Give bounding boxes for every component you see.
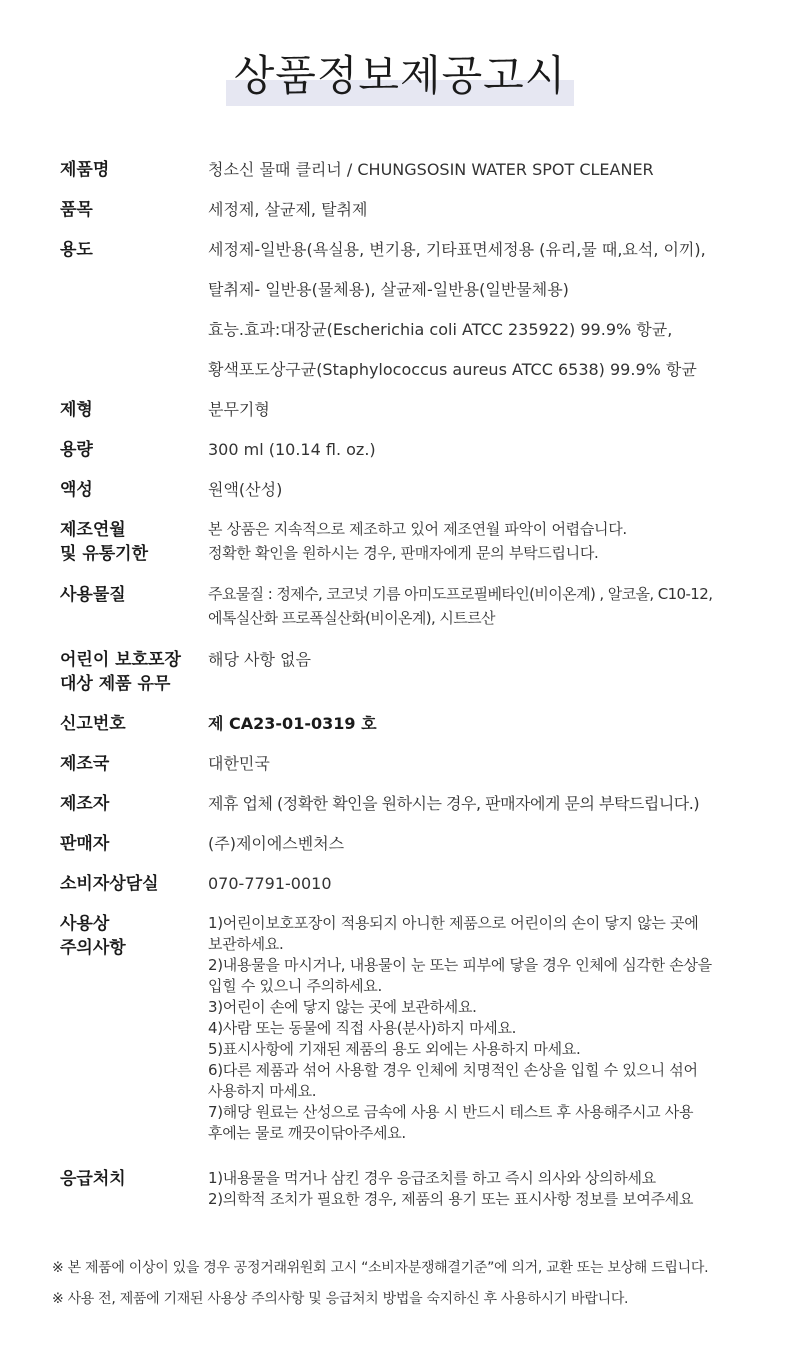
precaution-line-2: 보관하세요.	[208, 935, 284, 953]
first-aid-line-2: 2)의학적 조치가 필요한 경우, 제품의 용기 또는 표시사항 정보를 보여주세요	[208, 1190, 694, 1208]
manufacture-date-label-1: 제조연월	[60, 520, 126, 540]
title-area	[0, 48, 800, 104]
first-aid-line-1: 1)내용물을 먹거나 삼킨 경우 응급조치를 하고 즉시 의사와 상의하세요	[208, 1169, 656, 1187]
manufacture-date-label-2: 및 유통기한	[60, 544, 149, 564]
precaution-line-10: 7)해당 원료는 산성으로 금속에 사용 시 반드시 테스트 후 사용해주시고 사용	[208, 1103, 694, 1121]
usage-label: 용도	[60, 240, 93, 260]
seller-value: (주)제이에스벤처스	[208, 834, 345, 853]
category-value: 세정제, 살균제, 탈취제	[208, 200, 368, 219]
precautions-label-1: 사용상	[60, 914, 110, 934]
precaution-line-1: 1)어린이보호포장이 적용되지 아니한 제품으로 어린이의 손이 닿지 않는 곳에	[208, 914, 699, 932]
precaution-line-4: 입힐 수 있으니 주의하세요.	[208, 977, 382, 995]
manufacture-date-line-2: 정확한 확인을 원하시는 경우, 판매자에게 문의 부탁드립니다.	[208, 544, 599, 562]
product-name-label: 제품명	[60, 160, 110, 180]
child-package-label-2: 대상 제품 유무	[60, 674, 171, 694]
manufacturer-label: 제조자	[60, 794, 110, 814]
precaution-line-9: 사용하지 마세요.	[208, 1082, 317, 1100]
usage-line-1: 세정제-일반용(욕실용, 변기용, 기타표면세정용 (유리,물 때,요석, 이끼),	[208, 240, 706, 259]
materials-line-2: 에톡실산화 프로폭실산화(비이온계), 시트르산	[208, 609, 495, 627]
precaution-line-5: 3)어린이 손에 닿지 않는 곳에 보관하세요.	[208, 998, 477, 1016]
form-label: 제형	[60, 400, 93, 420]
consumer-center-value: 070-7791-0010	[208, 874, 332, 893]
precaution-line-7: 5)표시사항에 기재된 제품의 용도 외에는 사용하지 마세요.	[208, 1040, 581, 1058]
category-label: 품목	[60, 200, 93, 220]
first-aid-label: 응급처치	[60, 1169, 126, 1189]
precautions-label-2: 주의사항	[60, 938, 126, 958]
materials-line-1: 주요물질 : 정제수, 코코넛 기름 아미도프로필베타인(비이온계) , 알코올, C10-12,	[208, 585, 713, 603]
country-value: 대한민국	[208, 754, 270, 773]
note-precaution: ※ 사용 전, 제품에 기재된 사용상 주의사항 및 응급처치 방법을 숙지하신 후 사용하시기 바랍니다.	[52, 1291, 629, 1307]
page-title	[230, 48, 571, 104]
volume-label: 용량	[60, 440, 93, 460]
note-exchange: ※ 본 제품에 이상이 있을 경우 공정거래위원회 고시 “소비자분쟁해결기준”에 의거, 교환 또는 보상해 드립니다.	[52, 1260, 709, 1276]
form-value: 분무기형	[208, 400, 270, 419]
report-no-value: 제 CA23-01-0319 호	[208, 714, 377, 733]
child-package-label-1: 어린이 보호포장	[60, 650, 181, 670]
manufacturer-value: 제휴 업체 (정확한 확인을 원하시는 경우, 판매자에게 문의 부탁드립니다.)	[208, 794, 700, 813]
liquid-label: 액성	[60, 480, 93, 500]
liquid-value: 원액(산성)	[208, 480, 283, 499]
seller-label: 판매자	[60, 834, 110, 854]
usage-line-2: 탈취제- 일반용(물체용), 살균제-일반용(일반물체용)	[208, 280, 569, 299]
product-name-value: 청소신 물때 클리너 / CHUNGSOSIN WATER SPOT CLEANER	[208, 160, 654, 179]
usage-line-4: 황색포도상구균(Staphylococcus aureus ATCC 6538) 99.9% 항균	[208, 360, 697, 379]
page-title-text: 상품정보제공고시	[233, 51, 567, 100]
precaution-line-11: 후에는 물로 깨끗이닦아주세요.	[208, 1124, 406, 1142]
child-package-value: 해당 사항 없음	[208, 650, 311, 669]
precaution-line-8: 6)다른 제품과 섞어 사용할 경우 인체에 치명적인 손상을 입힐 수 있으니 섞어	[208, 1061, 698, 1079]
manufacture-date-line-1: 본 상품은 지속적으로 제조하고 있어 제조연월 파악이 어렵습니다.	[208, 520, 627, 538]
usage-line-3: 효능.효과:대장균(Escherichia coli ATCC 235922) 99.9% 항균,	[208, 320, 673, 339]
consumer-center-label: 소비자상담실	[60, 874, 159, 894]
country-label: 제조국	[60, 754, 110, 774]
volume-value: 300 ml (10.14 fl. oz.)	[208, 440, 376, 459]
report-no-label: 신고번호	[60, 714, 126, 734]
materials-label: 사용물질	[60, 585, 126, 605]
precaution-line-3: 2)내용물을 마시거나, 내용물이 눈 또는 피부에 닿을 경우 인체에 심각한 손상을	[208, 956, 712, 974]
precaution-line-6: 4)사람 또는 동물에 직접 사용(분사)하지 마세요.	[208, 1019, 517, 1037]
